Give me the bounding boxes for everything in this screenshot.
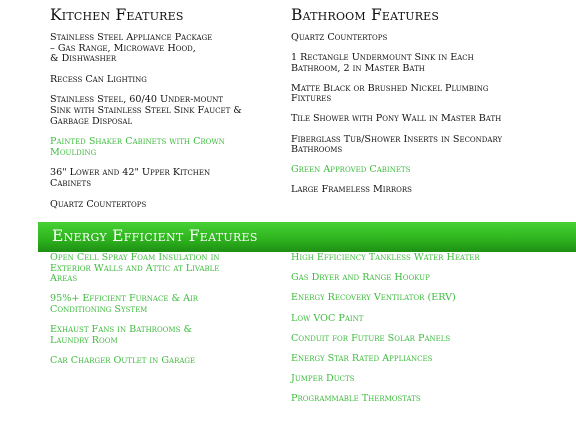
- feature-item: [291, 84, 521, 105]
- feature-item: [50, 75, 272, 86]
- feature-line: Tile Shower with Pony Wall in Master Bath: [291, 113, 502, 125]
- feature-line: Bathrooms: [291, 144, 343, 156]
- feature-item: [291, 293, 551, 304]
- feature-line: 95%+ Efficient Furnace & Air: [50, 293, 199, 305]
- feature-line: Programmable Thermostats: [291, 393, 421, 405]
- energy-features-list-left: [50, 253, 265, 366]
- feature-line: Fiberglass Tub/Shower Inserts in Secondary: [291, 133, 503, 145]
- feature-line: Garbage Disposal: [50, 115, 133, 127]
- feature-line: Bathroom, 2 in Master Bath: [291, 62, 425, 74]
- feature-item: [291, 253, 551, 264]
- feature-item: [291, 374, 551, 385]
- kitchen-features-heading: Kitchen Features: [50, 6, 184, 24]
- energy-features-list-right: [291, 253, 551, 405]
- feature-item: [291, 135, 521, 156]
- feature-line: Car Charger Outlet in Garage: [50, 354, 196, 366]
- feature-line: Moulding: [50, 146, 97, 158]
- feature-item: [50, 137, 272, 158]
- feature-line: & Dishwasher: [50, 53, 117, 65]
- energy-features-heading: Energy Efficient Features: [52, 227, 258, 245]
- feature-line: Cabinets: [50, 177, 92, 189]
- feature-line: Exterior Walls and Attic at Livable: [50, 262, 220, 274]
- energy-features-banner: [38, 222, 576, 252]
- feature-line: 36" Lower and 42" Upper Kitchen: [50, 167, 211, 179]
- feature-item: [50, 294, 265, 315]
- feature-item: [291, 33, 521, 44]
- feature-line: Quartz Countertops: [50, 198, 147, 210]
- bathroom-features-list: [291, 33, 521, 196]
- feature-line: Green Approved Cabinets: [291, 164, 411, 176]
- feature-item: [50, 325, 265, 346]
- feature-item: [291, 53, 521, 74]
- feature-line: Energy Recovery Ventilator (ERV): [291, 292, 456, 304]
- feature-line: Matte Black or Brushed Nickel Plumbing: [291, 82, 489, 94]
- feature-item: [291, 334, 551, 345]
- feature-line: Areas: [50, 273, 78, 285]
- feature-line: Recess Can Lighting: [50, 73, 147, 85]
- kitchen-features-list: [50, 33, 272, 210]
- feature-item: [291, 165, 521, 176]
- feature-item: [291, 394, 551, 405]
- feature-line: Open Cell Spray Foam Insulation in: [50, 252, 220, 263]
- feature-line: Exhaust Fans in Bathrooms &: [50, 323, 192, 335]
- feature-item: [50, 200, 272, 211]
- feature-line: Laundry Room: [50, 334, 118, 346]
- feature-line: – Gas Range, Microwave Hood,: [50, 42, 196, 54]
- feature-item: [50, 95, 272, 127]
- feature-line: Quartz Countertops: [291, 32, 388, 43]
- feature-item: [291, 273, 551, 284]
- feature-item: [50, 253, 265, 285]
- feature-item: [50, 168, 272, 189]
- feature-line: Stainless Steel, 60/40 Under-mount: [50, 94, 224, 106]
- feature-item: [291, 314, 551, 325]
- feature-line: Sink with Stainless Steel Sink Faucet &: [50, 104, 242, 116]
- feature-line: Gas Dryer and Range Hookup: [291, 272, 430, 284]
- bathroom-features-heading: Bathroom Features: [291, 6, 440, 24]
- feature-line: Painted Shaker Cabinets with Crown: [50, 136, 225, 148]
- feature-line: Fixtures: [291, 93, 332, 105]
- feature-item: [291, 114, 521, 125]
- feature-item: [50, 33, 272, 65]
- feature-item: [291, 354, 551, 365]
- feature-line: Stainless Steel Appliance Package: [50, 32, 213, 43]
- feature-line: Conditioning System: [50, 303, 148, 315]
- feature-line: High Efficiency Tankless Water Heater: [291, 252, 480, 263]
- feature-line: Energy Star Rated Appliances: [291, 352, 433, 364]
- feature-item: [291, 185, 521, 196]
- feature-line: Low VOC Paint: [291, 312, 364, 324]
- feature-item: [50, 356, 265, 367]
- feature-line: Jumper Ducts: [291, 373, 355, 385]
- feature-line: Large Frameless Mirrors: [291, 184, 412, 196]
- feature-line: 1 Rectangle Undermount Sink in Each: [291, 52, 474, 64]
- feature-line: Conduit for Future Solar Panels: [291, 332, 451, 344]
